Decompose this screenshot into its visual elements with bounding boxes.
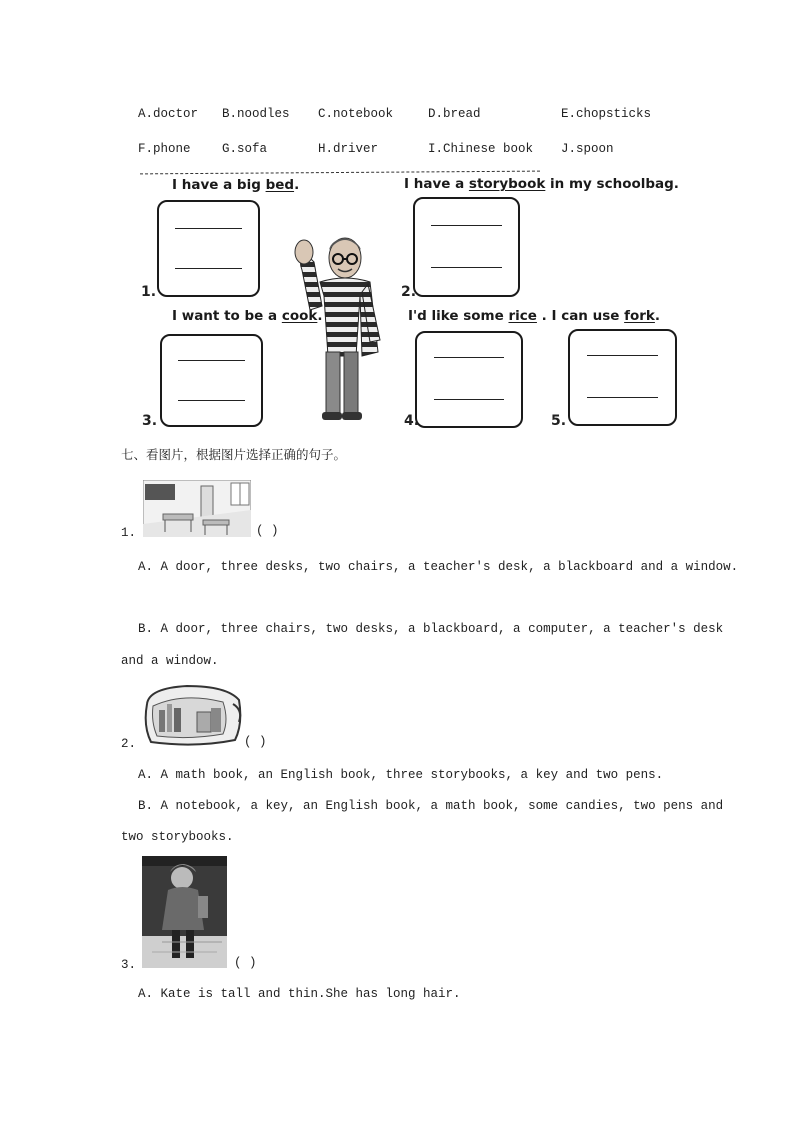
question-2-answer-blank[interactable]: ( ) [244,735,267,749]
answer-box-2[interactable] [413,197,520,297]
question-2-number: 2. [121,737,137,751]
sentence-3: I want to be a cook. [172,308,323,324]
schoolbag-picture [143,684,243,748]
answer-box-5[interactable] [568,329,677,426]
dashed-divider [140,171,540,175]
answer-box-1[interactable] [157,200,260,297]
question-1-answer-blank[interactable]: ( ) [256,524,279,538]
item-number-3: 3. [142,413,158,429]
question-2-option-b-line2: two storybooks. [121,830,234,844]
answer-box-4[interactable] [415,331,523,428]
classroom-picture [143,480,251,537]
word-option-g: G.sofa [222,142,268,156]
word-option-i: I.Chinese book [428,142,534,156]
section-7-heading: 七、看图片，根据图片选择正确的句子。 [121,447,347,462]
word-option-f: F.phone [138,142,191,156]
question-1-option-a: A. A door, three desks, two chairs, a teacher's desk, a blackboard and a window. [138,560,739,574]
question-1-option-b-line1: B. A door, three chairs, two desks, a blackboard, a computer, a teacher's desk [138,622,724,636]
word-option-c: C.notebook [318,107,394,121]
question-3-answer-blank[interactable]: ( ) [234,956,257,970]
item-number-2: 2. [401,284,417,300]
item-number-4: 4. [404,413,420,429]
sentence-1: I have a big bed. [172,177,300,193]
item-number-1: 1. [141,284,157,300]
word-option-e: E.chopsticks [561,107,652,121]
word-option-d: D.bread [428,107,481,121]
sentence-2: I have a storybook in my schoolbag. [404,176,679,192]
question-3-number: 3. [121,958,137,972]
question-3-option-a: A. Kate is tall and thin.She has long hair. [138,987,461,1001]
sentence-4: I'd like some rice . I can use fork. [408,308,661,324]
word-option-b: B.noodles [222,107,290,121]
word-option-j: J.spoon [561,142,614,156]
question-1-option-b-line2: and a window. [121,654,219,668]
question-2-option-b-line1: B. A notebook, a key, an English book, a math book, some candies, two pens and [138,799,724,813]
word-option-a: A.doctor [138,107,199,121]
girl-picture [142,856,227,968]
boy-illustration [290,232,390,422]
question-2-option-a: A. A math book, an English book, three storybooks, a key and two pens. [138,768,664,782]
word-option-h: H.driver [318,142,379,156]
question-1-number: 1. [121,526,137,540]
item-number-5: 5. [551,413,567,429]
answer-box-3[interactable] [160,334,263,427]
